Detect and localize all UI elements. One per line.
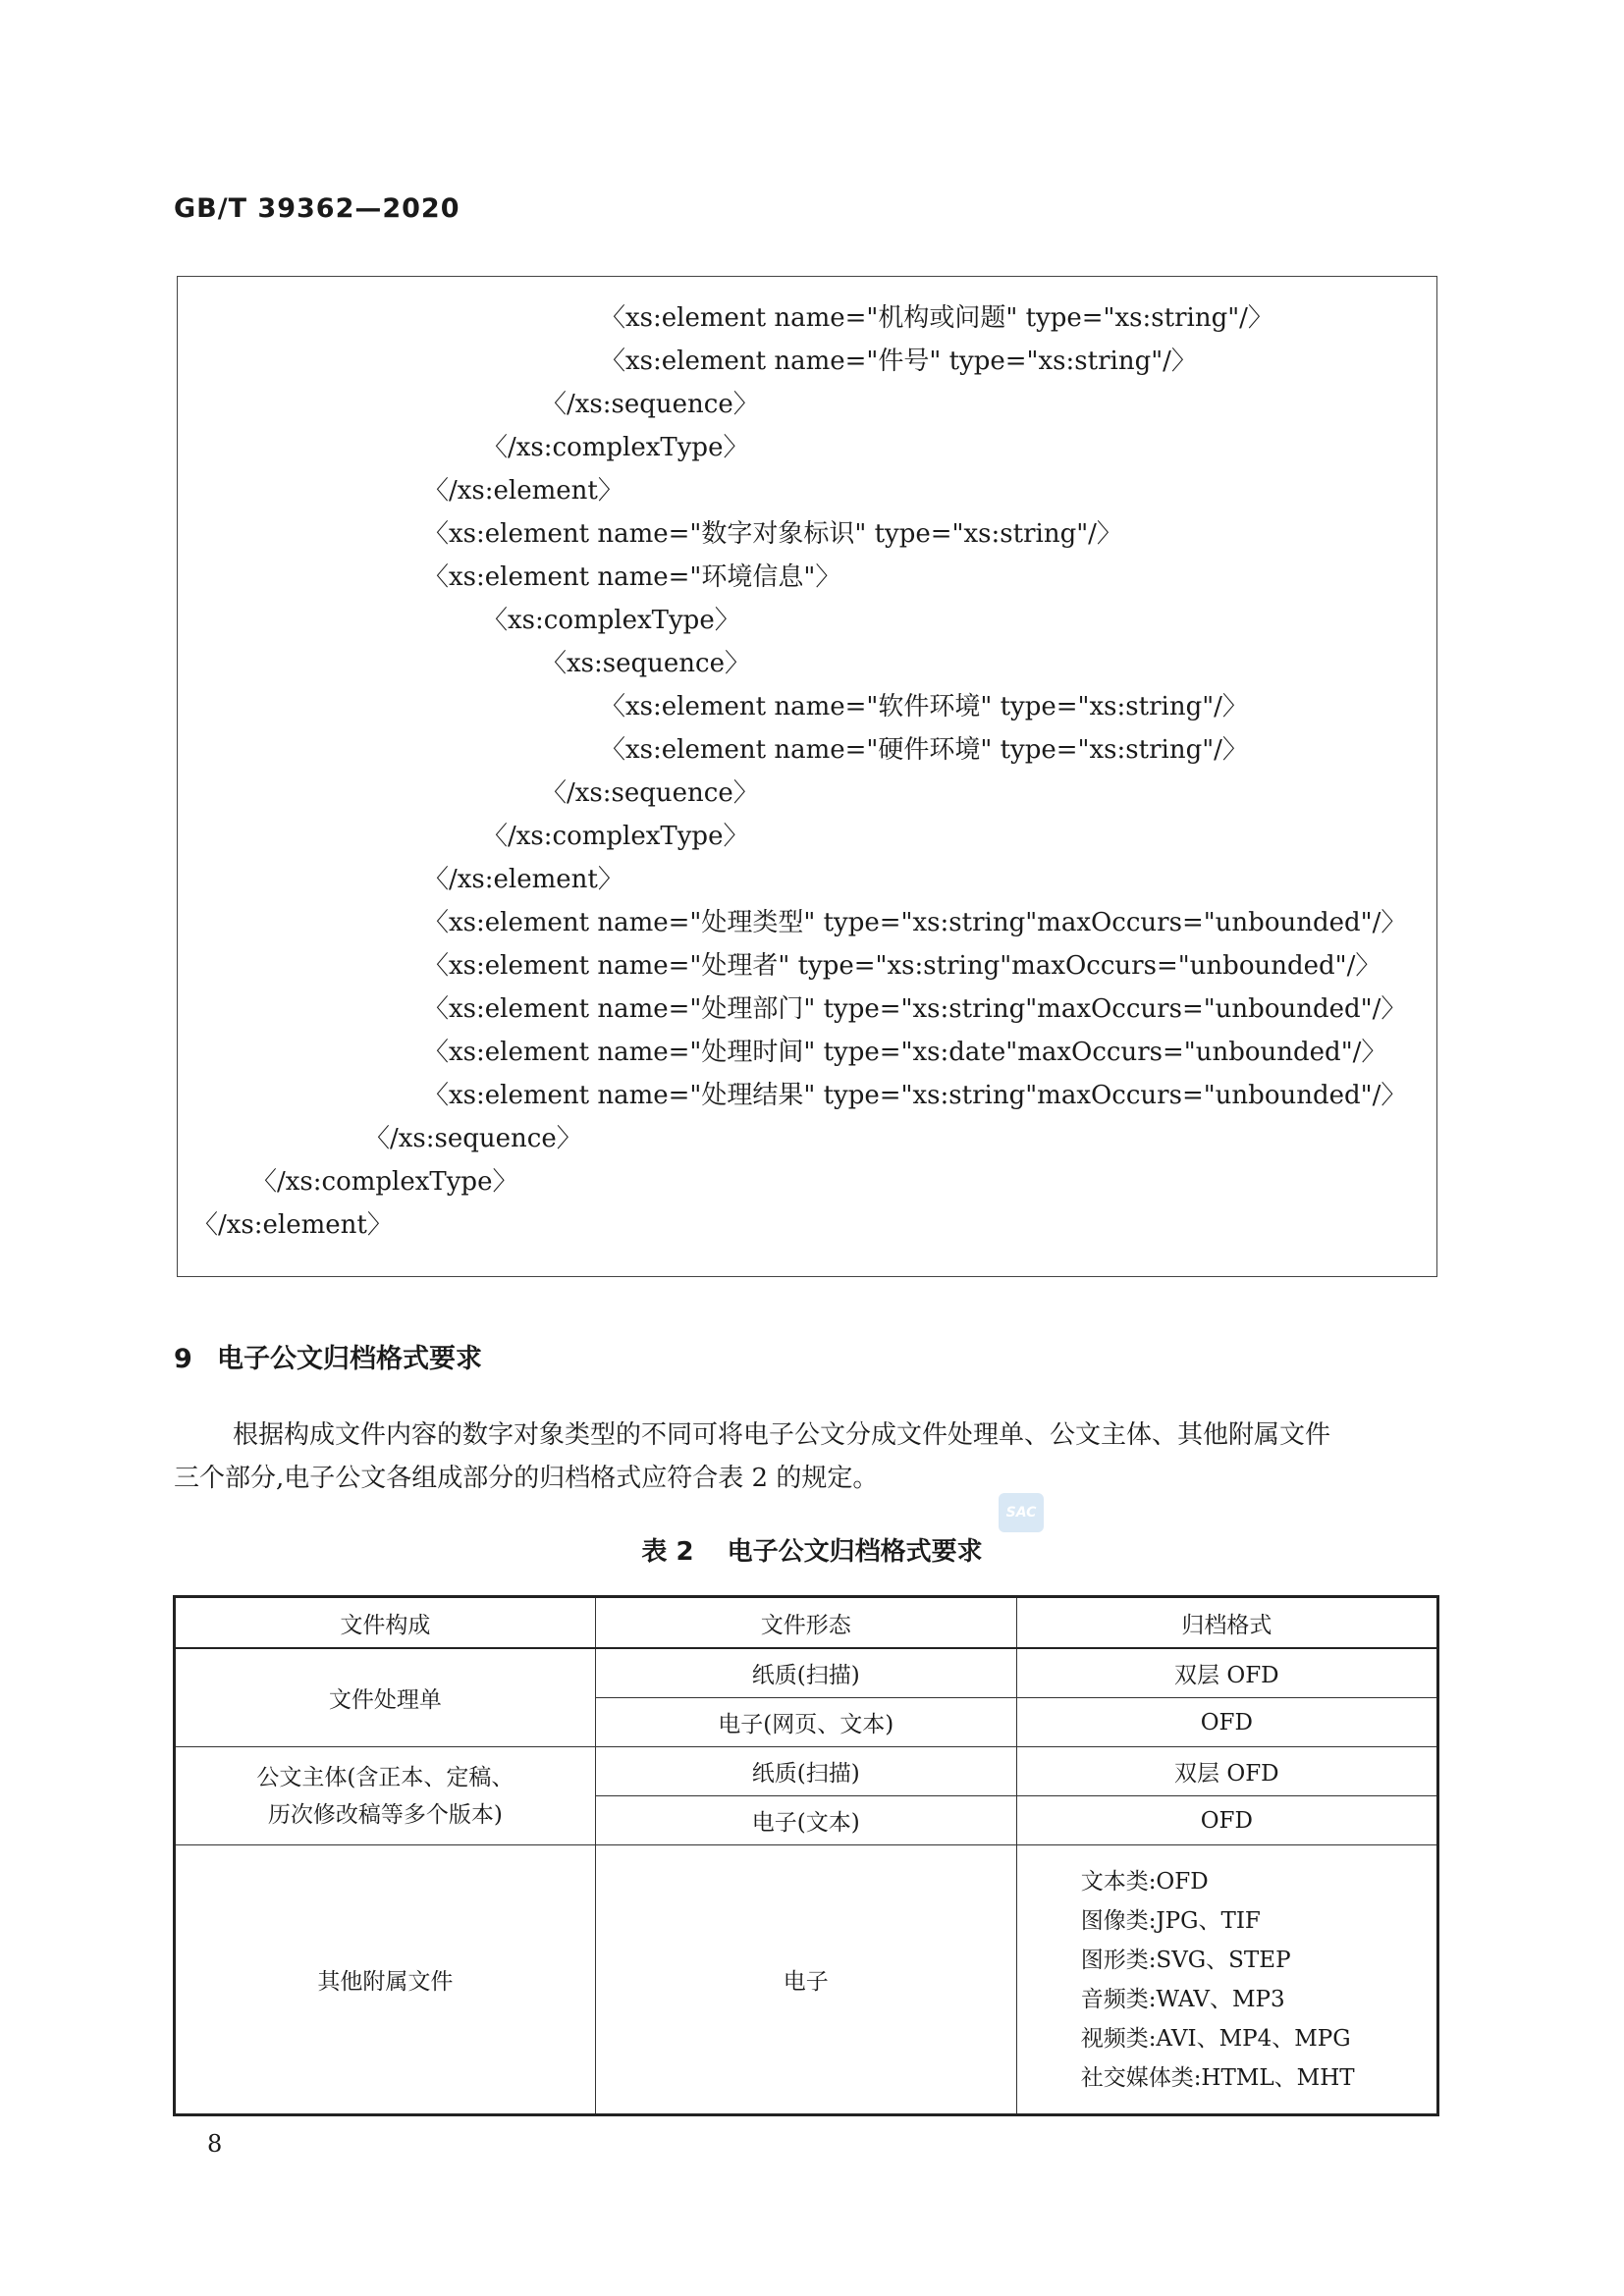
table-title: 电子公文归档格式要求 <box>727 1537 983 1567</box>
code-line: 〈/xs:sequence〉 <box>541 778 759 808</box>
xml-code-box <box>177 276 1437 1277</box>
body-paragraph-line: 根据构成文件内容的数字对象类型的不同可将电子公文分成文件处理单、公文主体、其他附属文件 <box>233 1420 1331 1450</box>
code-line: 〈/xs:sequence〉 <box>541 390 759 419</box>
section-number: 9 <box>174 1344 192 1374</box>
table-cell: 电子(网页、文本) <box>595 1698 1016 1747</box>
table-cell: OFD <box>1016 1796 1437 1845</box>
table-cell: OFD <box>1016 1698 1437 1747</box>
standard-code: GB/T 39362—2020 <box>174 193 460 224</box>
table-cell: 双层 OFD <box>1016 1648 1437 1698</box>
code-line: 〈/xs:element〉 <box>423 865 623 894</box>
code-line: 〈xs:element name="硬件环境" type="xs:string"/〉 <box>600 735 1248 765</box>
code-line: 〈/xs:element〉 <box>423 476 623 506</box>
code-line: 〈xs:element name="环境信息"〉 <box>423 562 841 592</box>
code-line: 〈xs:element name="处理结果" type="xs:string"maxOccurs="unbounded"/〉 <box>423 1081 1407 1110</box>
code-line: 〈xs:element name="处理类型" type="xs:string"maxOccurs="unbounded"/〉 <box>423 908 1407 937</box>
table-cell: 双层 OFD <box>1016 1747 1437 1796</box>
code-line: 〈xs:element name="件号" type="xs:string"/〉 <box>600 347 1197 376</box>
section-title: 电子公文归档格式要求 <box>217 1344 482 1374</box>
code-line: 〈xs:element name="数字对象标识" type="xs:string"/〉 <box>423 519 1122 549</box>
code-line: 〈xs:element name="处理部门" type="xs:string"maxOccurs="unbounded"/〉 <box>423 994 1407 1024</box>
table-cell: 文件处理单 <box>175 1648 596 1747</box>
table-header-cell: 文件构成 <box>175 1597 596 1649</box>
body-paragraph-line: 三个部分,电子公文各组成部分的归档格式应符合表 2 的规定。 <box>174 1464 879 1493</box>
format-item: 视频类:AVI、MP4、MPG <box>1080 2025 1351 2052</box>
format-item: 社交媒体类:HTML、MHT <box>1080 2064 1355 2091</box>
table-cell: 其他附属文件 <box>175 1845 596 2115</box>
format-item: 图形类:SVG、STEP <box>1080 1947 1291 1973</box>
code-line: 〈xs:element name="处理时间" type="xs:date"maxOccurs="unbounded"/〉 <box>423 1038 1387 1067</box>
table-header-row <box>175 1597 1438 1649</box>
section-heading <box>174 1337 482 1375</box>
sac-watermark: SAC <box>999 1493 1044 1532</box>
table-caption <box>0 1531 1624 1568</box>
code-line: 〈/xs:complexType〉 <box>251 1167 518 1197</box>
code-line: 〈xs:element name="机构或问题" type="xs:string"/〉 <box>600 303 1273 333</box>
table-header-cell: 文件形态 <box>595 1597 1016 1649</box>
table-row <box>175 1648 1438 1698</box>
code-line: 〈xs:sequence〉 <box>541 649 750 678</box>
code-line: 〈/xs:complexType〉 <box>482 822 749 851</box>
code-line: 〈xs:element name="处理者" type="xs:string"maxOccurs="unbounded"/〉 <box>423 951 1381 981</box>
table-row <box>175 1845 1438 2115</box>
table-cell: 纸质(扫描) <box>595 1747 1016 1796</box>
table-header-cell: 归档格式 <box>1016 1597 1437 1649</box>
table-label: 表 2 <box>641 1537 694 1567</box>
table-row <box>175 1747 1438 1796</box>
table-cell: 纸质(扫描) <box>595 1648 1016 1698</box>
code-line: 〈/xs:complexType〉 <box>482 433 749 462</box>
table-cell: 公文主体(含正本、定稿、 历次修改稿等多个版本) <box>175 1747 596 1845</box>
archive-format-table <box>173 1595 1439 2116</box>
code-line: 〈xs:complexType〉 <box>482 606 740 635</box>
format-item: 图像类:JPG、TIF <box>1080 1907 1261 1934</box>
code-line: 〈/xs:sequence〉 <box>364 1124 582 1153</box>
format-item: 文本类:OFD <box>1080 1868 1209 1895</box>
format-item: 音频类:WAV、MP3 <box>1080 1986 1285 2012</box>
table-cell: 电子(文本) <box>595 1796 1016 1845</box>
page-number: 8 <box>207 2130 223 2158</box>
code-line: 〈xs:element name="软件环境" type="xs:string"/〉 <box>600 692 1248 721</box>
code-line: 〈/xs:element〉 <box>192 1210 393 1240</box>
table-cell: 电子 <box>595 1845 1016 2115</box>
table-cell-format-list <box>1016 1845 1437 2115</box>
